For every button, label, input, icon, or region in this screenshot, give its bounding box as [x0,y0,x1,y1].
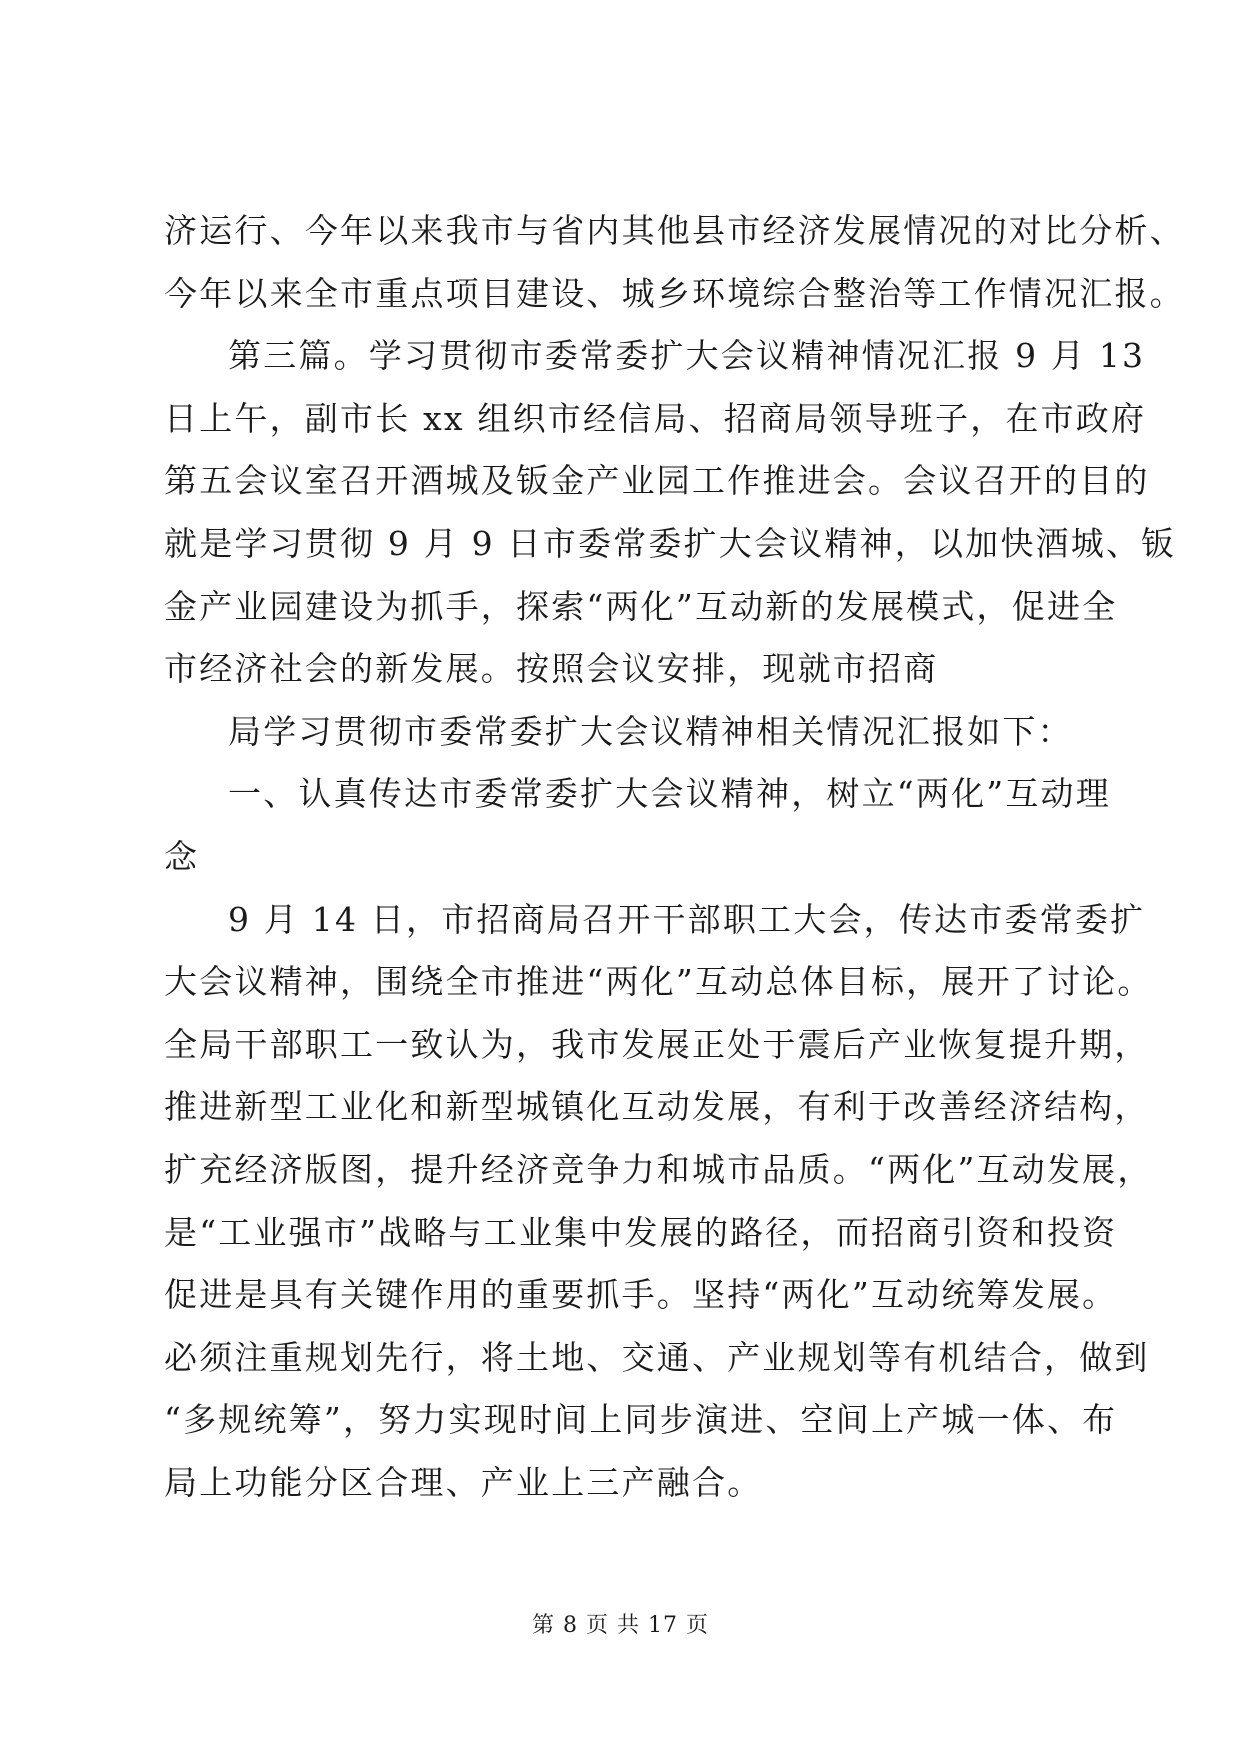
text-line: 局上功能分区合理、产业上三产融合。 [164,1462,763,1502]
text-line: 济运行、今年以来我市与省内其他县市经济发展情况的对比分析、 [164,211,1185,250]
text-line: 推进新型工业化和新型城镇化互动发展，有利于改善经济结构， [164,1087,1150,1127]
text-line: “多规统筹”，努力实现时间上同步演进、空间上产城一体、布 [164,1400,1118,1440]
text-line: 促进是具有关键作用的重要抓手。坚持“两化”互动统筹发展。 [164,1275,1118,1315]
text-line: 第五会议室召开酒城及钣金产业园工作推进会。会议召开的目的 [164,461,1150,501]
text-line: 金产业园建设为抓手，探索“两化”互动新的发展模式，促进全 [164,586,1118,626]
text-line: 日上午，副市长 xx 组织市经信局、招商局领导班子，在市政府 [164,398,1147,438]
text-line: 今年以来全市重点项目建设、城乡环境综合整治等工作情况汇报。 [164,273,1185,313]
section-heading-line: 念 [164,836,200,876]
text-line: 就是学习贯彻 9 月 9 日市委常委扩大会议精神，以加快酒城、钣 [164,523,1177,563]
text-line: 是“工业强市”战略与工业集中发展的路径，而招商引资和投资 [164,1212,1118,1252]
text-line: 市经济社会的新发展。按照会议安排，现就市招商 [164,649,939,689]
section-heading-line: 一、认真传达市委常委扩大会议精神，树立“两化”互动理 [228,774,1111,814]
text-line: 第三篇。学习贯彻市委常委扩大会议精神情况汇报 9 月 13 [228,336,1146,376]
text-line: 大会议精神，围绕全市推进“两化”互动总体目标，展开了讨论。 [164,962,1153,1002]
text-line: 全局干部职工一致认为，我市发展正处于震后产业恢复提升期， [164,1024,1150,1064]
document-body [164,200,1185,1514]
text-line: 局学习贯彻市委常委扩大会议精神相关情况汇报如下： [228,711,1073,751]
text-line: 必须注重规划先行，将土地、交通、产业规划等有机结合，做到 [164,1337,1150,1377]
text-line: 9 月 14 日，市招商局召开干部职工大会，传达市委常委扩 [228,899,1146,939]
page-number-footer: 第 8 页 共 17 页 [532,1613,709,1638]
text-line: 扩充经济版图，提升经济竞争力和城市品质。“两化”互动发展， [164,1149,1153,1189]
